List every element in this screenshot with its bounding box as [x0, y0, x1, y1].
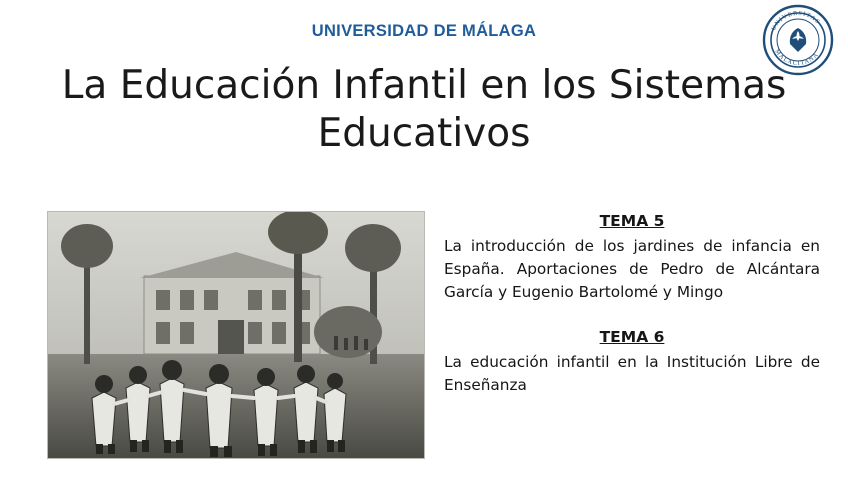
university-name: UNIVERSIDAD DE MÁLAGA — [311, 22, 537, 40]
photo-illustration — [48, 212, 424, 458]
topic-heading: TEMA 5 — [599, 212, 665, 230]
svg-text:MALACITANA: MALACITANA — [773, 48, 821, 68]
topic-block — [444, 210, 820, 304]
topic-body: La introducción de los jardines de infancia en España. Aportaciones de Pedro de Alcántara García y Eugenio Bartolomé y Mingo — [444, 236, 820, 302]
svg-text:UNIVERSITAS: UNIVERSITAS — [770, 9, 822, 32]
topic-heading: TEMA 6 — [599, 328, 665, 347]
topic-body: La educación infantil en la Institución Libre de Enseñanza — [444, 352, 820, 395]
historic-photo — [47, 211, 425, 459]
topic-block — [444, 326, 820, 397]
page-title: La Educación Infantil en los Sistemas Educativos — [61, 63, 787, 156]
block-spacer — [444, 304, 820, 326]
content-column — [444, 210, 820, 397]
